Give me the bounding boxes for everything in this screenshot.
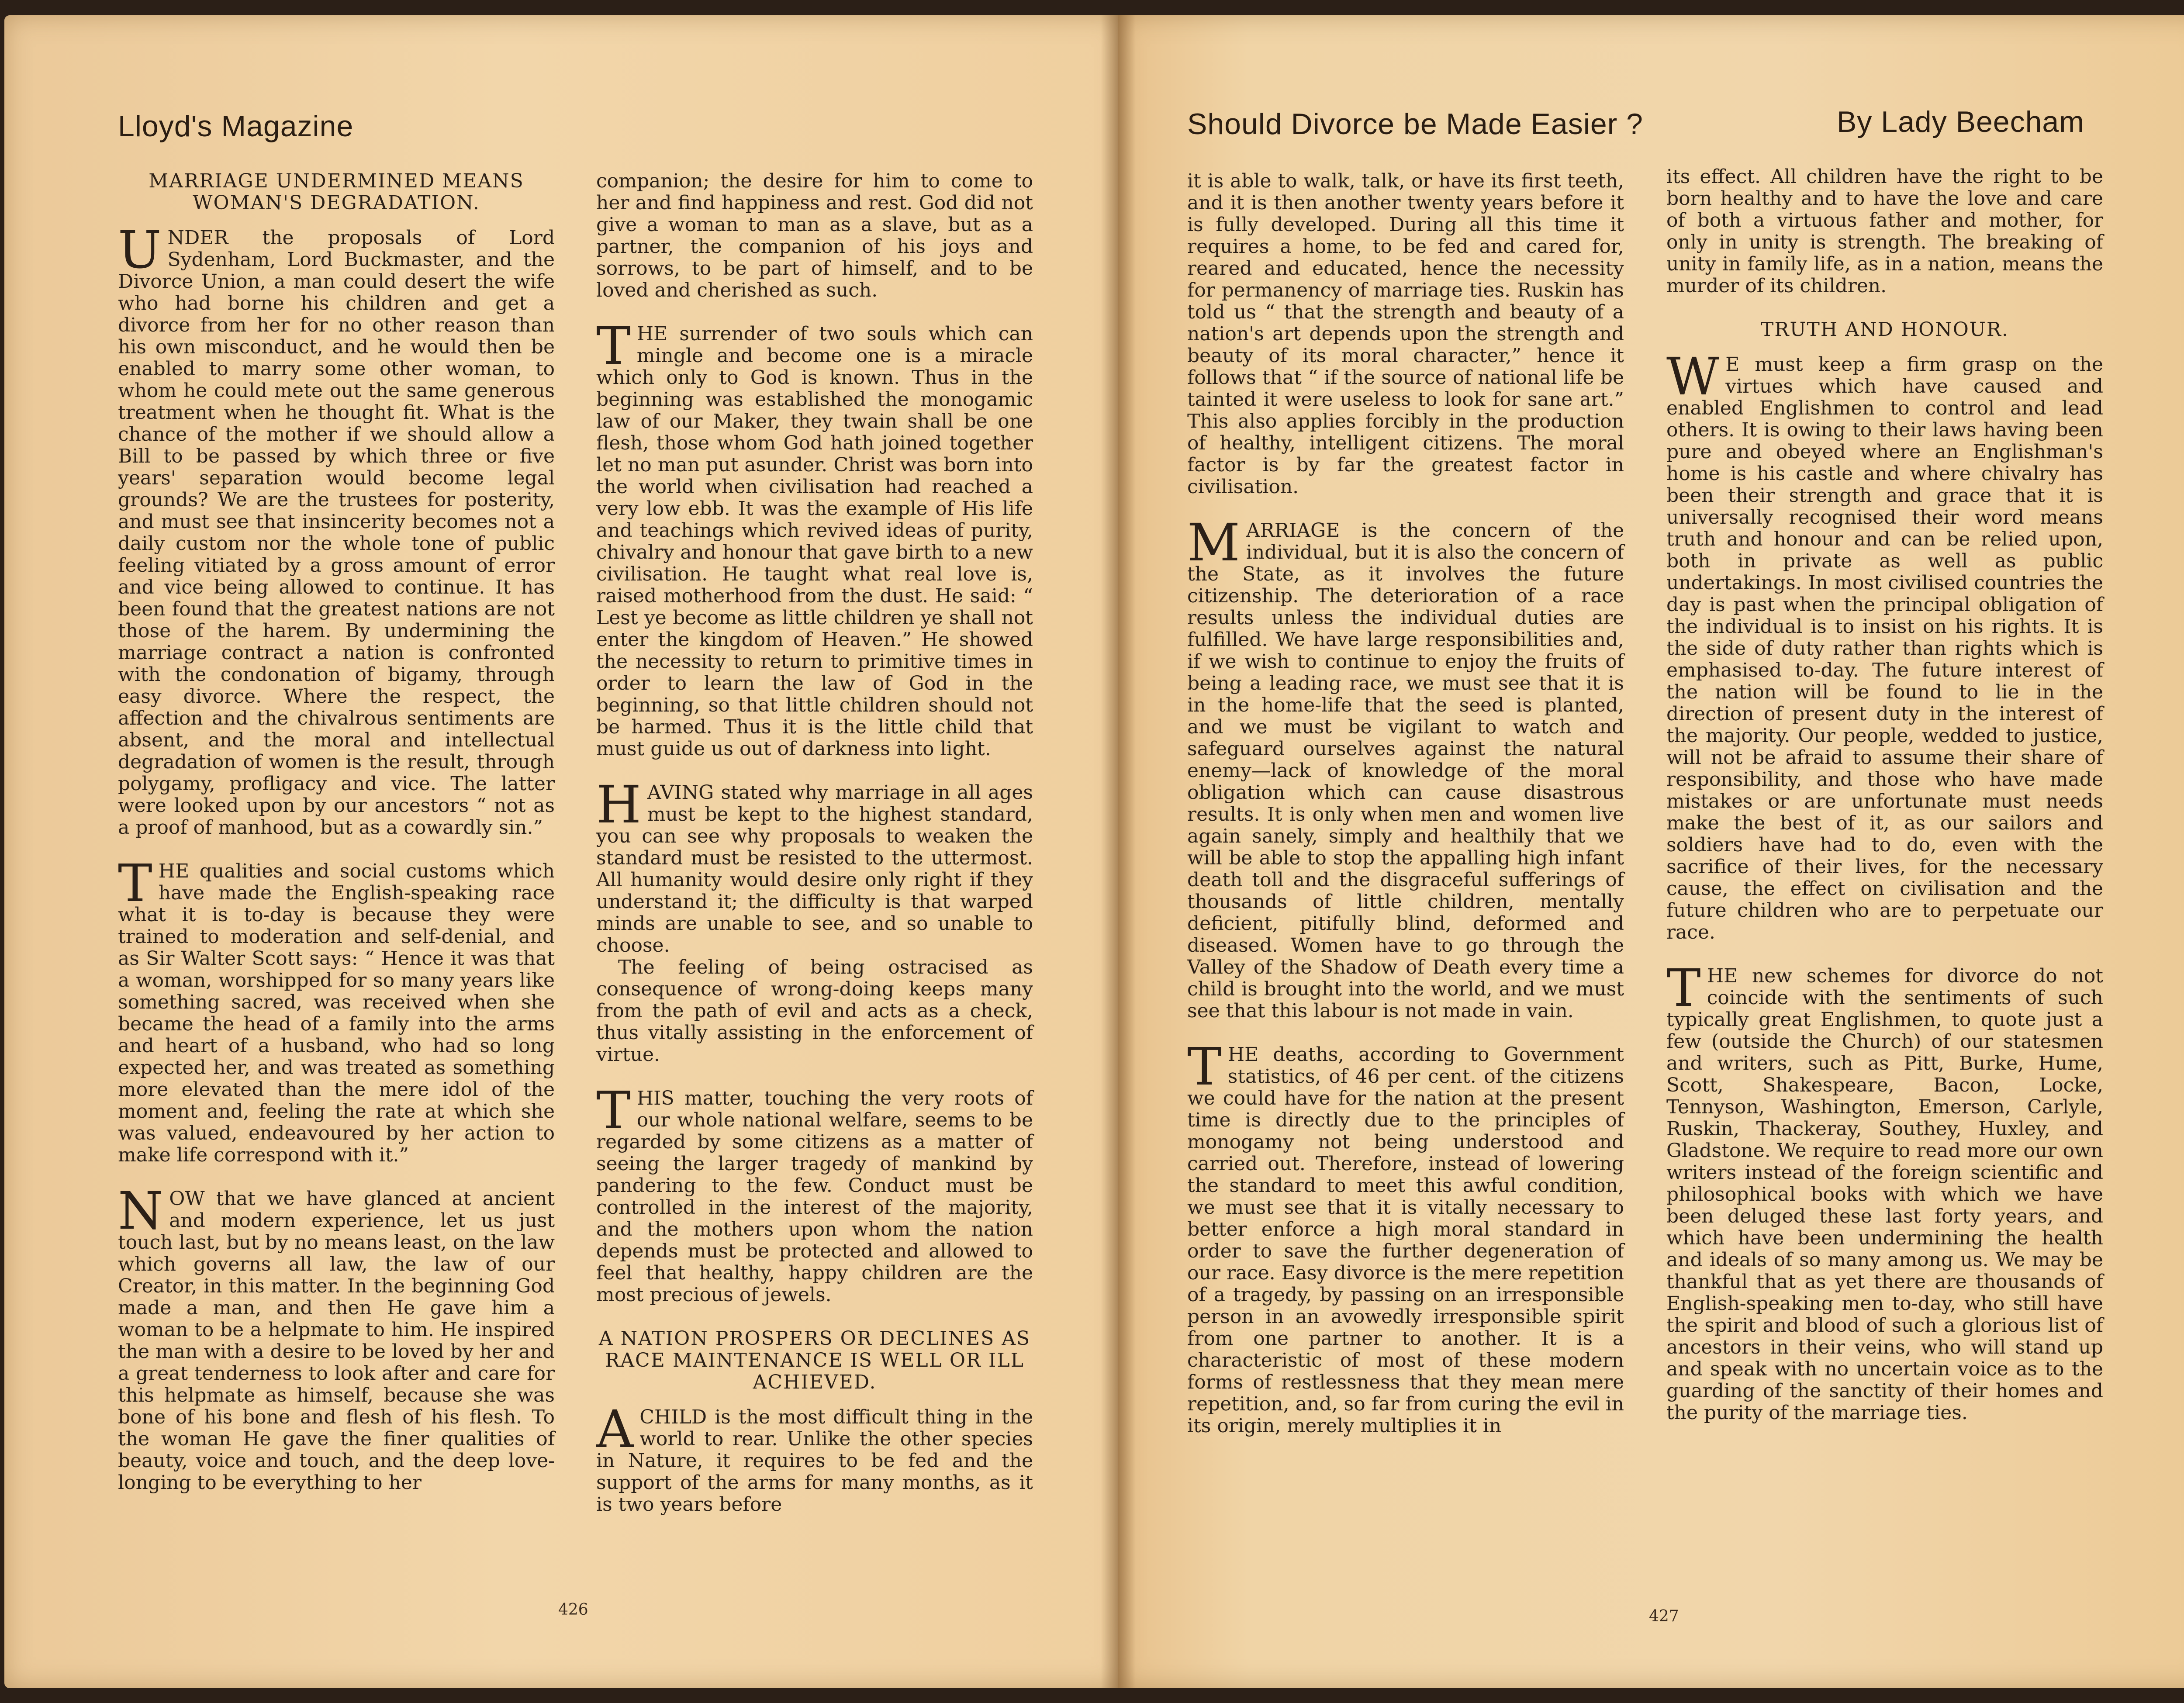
paragraph: The feeling of being ostracised as consequence of wrong-doing keeps many from the path of evil and acts as a check, thus vitally assisting in the enforcement of virtue. (596, 956, 1033, 1066)
drop-cap: T (1666, 958, 1701, 1018)
drop-cap: T (596, 1080, 631, 1140)
drop-cap: U (118, 220, 162, 280)
book-gutter (1101, 15, 1136, 1688)
paragraph-text: E must keep a firm grasp on the virtues which have caused and enabled Englishmen to control and lead others. It is owing to their laws having been pure and obeyed where an Englishman's home is his castle and where chivalry has been their strength and grace that it is universally recognised their word means truth and honour and can be relied upon, both in private as well as public undertakings. In most civilised countries the day is past when the principal obligation of the individual is to insist on his rights. It is the side of duty rather than rights which is emphasised to-day. The future interest of the nation will be found to lie in the direction of present duty in the interest of the majority. Our people, wedded to justice, will not be afraid to assume their share of responsibility, and those who have made mistakes or are unfortunate must needs make the best of it, as our sailors and soldiers have had to do, even with the sacrifice of their lives, for the necessary cause, the effect on civilisation and the future children who are to perpetuate our race. (1666, 353, 2103, 943)
paragraph-text: AVING stated why marriage in all ages must be kept to the highest standard, you can see why proposals to weaken the standard must be resisted to the uttermost. All humanity would desire only right if they understand it; the difficulty is that warped minds are unable to see, and so unable to choose. (596, 781, 1033, 957)
drop-cap: A (596, 1399, 634, 1459)
paragraph (118, 220, 555, 839)
left-column-2 (596, 170, 1033, 1537)
paragraph (596, 1080, 1033, 1306)
right-column-2 (1666, 166, 2103, 1446)
paragraph-text: ARRIAGE is the concern of the individual, but it is also the concern of the State, as it involves the future citizenship. The deterioration of a race results unless the individual duties are fulfilled. We have large responsibilities and, if we wish to continue to enjoy the fruits of being a leading race, we must see that it is in the home-life that the seed is planted, and we must be vigilant to watch and safeguard ourselves against the natural enemy—lack of knowledge of the moral obligation which can cause disastrous results. It is only when men and women live again sanely, simply and healthily that we will be able to stop the appalling high infant death toll and the disgraceful sufferings of thousands of little children, mentally deficient, pitifully blind, deformed and diseased. Women have to go through the Valley of the Shadow of Death every time a child is brought into the world, and we must see that this labour is not made in vain. (1187, 519, 1624, 1022)
paragraph-text: HE new schemes for divorce do not coincide with the sentiments of such typically great Englishmen, to quote just a few (outside the Church) of our statesmen and writers, such as Pitt, Burke, Hume, Scott, Shakespeare, Bacon, Locke, Tennyson, Washington, Emerson, Carlyle, Ruskin, Thackeray, Southey, Huxley, and Gladstone. We require to read more our own writers instead of the foreign scientific and philosophical books with which we have been deluged these last forty years, and which have been undermining the health and ideals of so many among us. We may be thankful that as yet there are thousands of English-speaking men to-day, who still have the spirit and blood of such a glorious list of ancestors in their veins, who will stand up and speak with no uncertain voice as to the guarding of the sanctity of their homes and the purity of the marriage ties. (1666, 965, 2103, 1424)
page-number-right: 427 (1649, 1607, 1679, 1625)
drop-cap: N (118, 1181, 163, 1241)
paragraph (1666, 346, 2103, 943)
drop-cap: H (596, 774, 641, 835)
drop-cap: T (118, 853, 152, 913)
paragraph: it is able to walk, talk, or have its first teeth, and it is then another twenty years before it is fully developed. During all this time it requires a home, to be fed and cared for, reared and educated, hence the necessity for permanency of marriage ties. Ruskin has told us “ that the strength and beauty of a nation's art depends upon the strength and beauty of its moral character,” hence it follows that “ if the source of national life be tainted it were useless to look for sane art.” This also applies forcibly in the production of healthy, intelligent citizens. The moral factor is by far the greatest factor in civilisation. (1187, 170, 1624, 498)
section-heading: MARRIAGE UNDERMINED MEANS WOMAN'S DEGRADATION. (149, 170, 524, 214)
drop-cap: T (596, 316, 631, 376)
paragraph (1187, 512, 1624, 1022)
drop-cap: M (1187, 512, 1240, 573)
paragraph-text: NDER the proposals of Lord Sydenham, Lord Buckmaster, and the Divorce Union, a man could desert the wife who had borne his children and get a divorce from her for no other reason than his own misconduct, and he would then be enabled to marry some other woman, to whom he could mete out the same generous treatment when he thought fit. What is the chance of the mother if we should allow a Bill to be passed by which three or five years' separation would become legal grounds? We are the trustees for posterity, and must see that insincerity becomes not a daily custom nor the whole tone of public feeling vitiated by a gross amount of error and vice being allowed to continue. It has been found that the greatest nations are not those of the harem. By undermining the marriage contract a nation is confronted with the condonation of bigamy, through easy divorce. Where the respect, the affection and the chivalrous sentiments are absent, and the moral and intellectual degradation of women is the result, through polygamy, profligacy and vice. The latter were looked upon by our ancestors “ not as a proof of manhood, but as a cowardly sin.” (118, 227, 555, 839)
running-head-author: By Lady Beecham (1837, 105, 2084, 138)
paragraph (1187, 1036, 1624, 1437)
paragraph: its effect. All children have the right to be born healthy and to have the love and care of both a virtuous father and mother, for only in unity is strength. The breaking of unity in family life, as in a nation, means the murder of its children. (1666, 166, 2103, 297)
paragraph (596, 316, 1033, 760)
left-column-1 (118, 170, 555, 1516)
section-heading: A NATION PROSPERS OR DECLINES AS RACE MAINTENANCE IS WELL OR ILL ACHIEVED. (598, 1327, 1031, 1393)
paragraph (596, 774, 1033, 957)
paragraph-text: CHILD is the most difficult thing in the world to rear. Unlike the other species in Nature, it requires to be fed and the support of the arms for many months, as it is two years before (596, 1406, 1033, 1516)
paragraph-text: HE qualities and social customs which have made the English-speaking race what it is to-day is because they were trained to moderation and self-denial, and as Sir Walter Scott says: “ Hence it was that a woman, worshipped for so many years like something sacred, was received when she became the head of a family into the arms and heart of a husband, who had so long expected her, and was treated as something more elevated than the mere idol of the moment and, feeling the rate at which she was valued, endeavoured by her action to make life correspond with it.” (118, 860, 555, 1166)
paragraph (1666, 958, 2103, 1424)
paragraph-text: HE deaths, according to Government statistics, of 46 per cent. of the citizens we could have for the nation at the present time is directly due to the principles of monogamy not being understood and carried out. Therefore, instead of lowering the standard to meet this awful condition, we must see that it is vitally necessary to better enforce a high moral standard in order to save the further degeneration of our race. Easy divorce is the mere repetition of a tragedy, by passing on an irresponsible person in an avowedly irresponsible spirit from one partner to another. It is a characteristic of most of these modern forms of restlessness that they mean mere repetition, and, so far from curing the evil in its origin, merely multiplies it in (1187, 1043, 1624, 1437)
right-column-1 (1187, 170, 1624, 1459)
paragraph-text: OW that we have glanced at ancient and modern experience, let us just touch last, but by no means least, on the law which governs all law, the law of our Creator, in this matter. In the beginning God made a man, and then He gave him a woman to be a helpmate to him. He inspired the man with a desire to be loved by her and a great tenderness to look after and care for this helpmate as himself, because she was bone of his bone and flesh of his flesh. To the woman He gave the finer qualities of beauty, voice and touch, and the deep love-longing to be everything to her (118, 1188, 555, 1494)
paragraph (596, 1399, 1033, 1516)
paragraph (118, 853, 555, 1166)
page-number-left: 426 (558, 1601, 588, 1619)
paragraph (118, 1181, 555, 1494)
drop-cap: W (1666, 346, 1720, 407)
paragraph-text: HE surrender of two souls which can mingle and become one is a miracle which only to God is known. Thus in the beginning was established the monogamic law of our Maker, they twain shall be one flesh, those whom God hath joined together let no man put asunder. Christ was born into the world when civilisation had reached a very low ebb. It was the example of His life and teachings which revived ideas of purity, chivalry and honour that gave birth to a new civilisation. He taught what real love is, raised motherhood from the dust. He said: “ Lest ye become as little children ye shall not enter the kingdom of Heaven.” He showed the necessity to return to primitive times in order to learn the law of God in the beginning, so that little children should not be harmed. Thus it is the little child that must guide us out of darkness into light. (596, 323, 1033, 760)
paragraph: companion; the desire for him to come to her and find happiness and rest. God did not give a woman to man as a slave, but as a partner, the companion of his joys and sorrows, to be part of himself, and to be loved and cherished as such. (596, 170, 1033, 301)
paragraph-text: HIS matter, touching the very roots of our whole national welfare, seems to be regarded by some citizens as a matter of seeing the larger tragedy of mankind by pandering to the few. Conduct must be controlled in the interest of the majority, and the mothers upon whom the nation depends must be protected and allowed to feel that healthy, happy children are the most precious of jewels. (596, 1087, 1033, 1306)
drop-cap: T (1187, 1036, 1222, 1097)
running-head-title: Should Divorce be Made Easier ? (1187, 107, 1643, 141)
section-heading: TRUTH AND HONOUR. (1760, 318, 2009, 341)
running-head-left: Lloyd's Magazine (118, 110, 354, 143)
